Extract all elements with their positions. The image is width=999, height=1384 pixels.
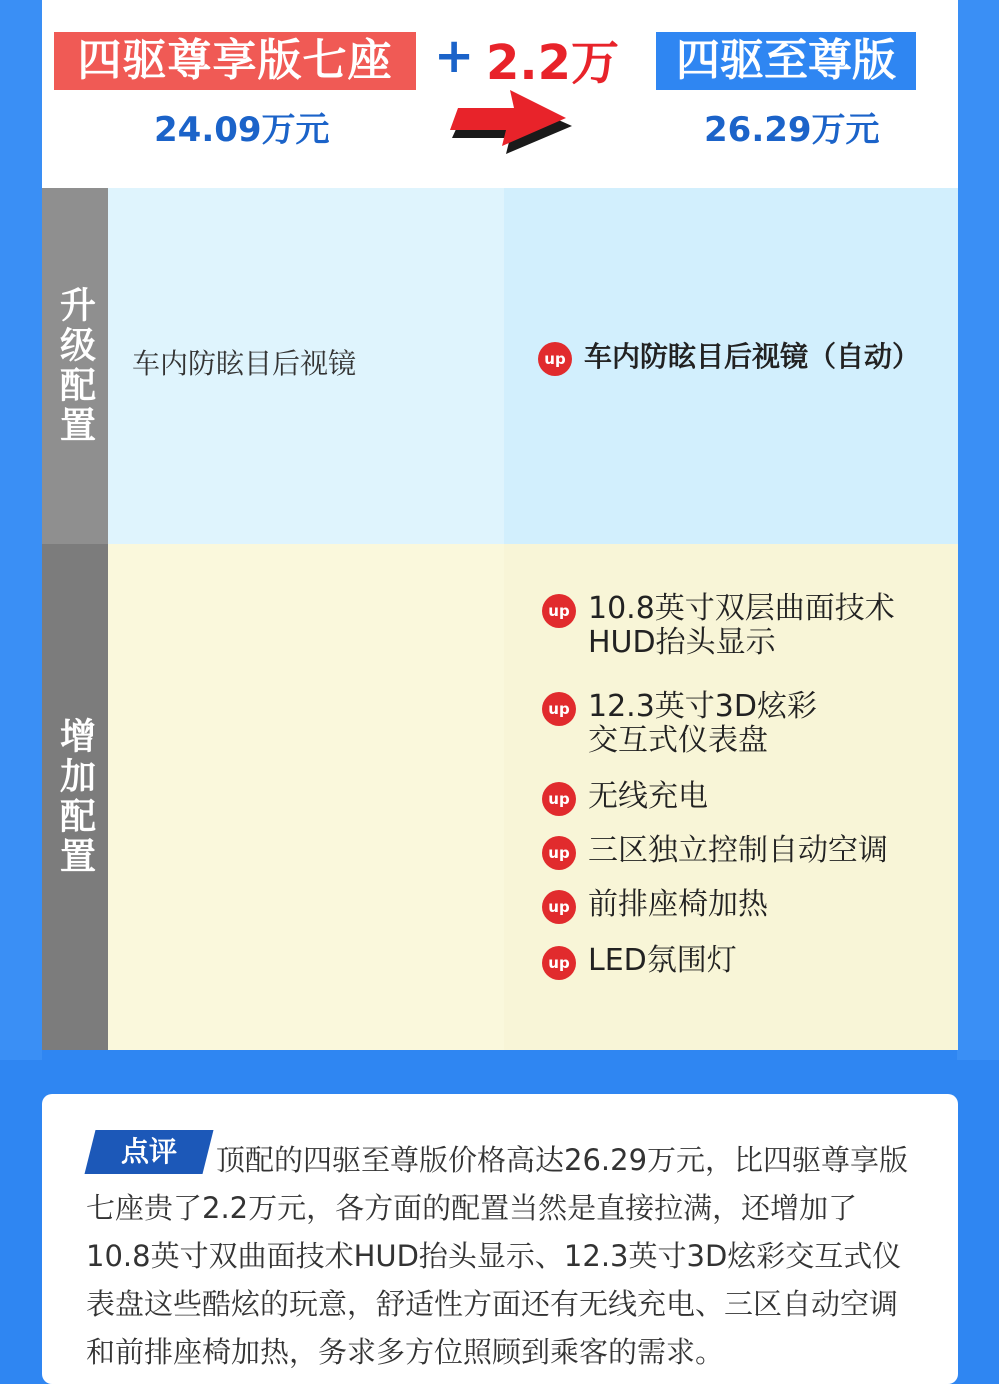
up-badge-icon: up (538, 342, 572, 376)
up-badge-icon: up (542, 594, 576, 628)
added-item-text: 无线充电 (588, 779, 708, 814)
added-item (542, 780, 708, 816)
added-item (542, 944, 737, 980)
comment-card (42, 1094, 958, 1384)
upgrade-item (538, 340, 920, 376)
upgrade-item-text: 车内防眩目后视镜（自动） (584, 340, 921, 373)
added-section-label: 增加配置 (42, 544, 108, 1050)
added-item (542, 888, 768, 924)
comparison-panel (42, 0, 958, 1050)
added-item (542, 690, 922, 758)
added-base-cell (108, 544, 504, 1050)
added-item (542, 592, 922, 660)
added-item-text: 三区独立控制自动空调 (588, 833, 888, 868)
from-trim-tag: 四驱尊享版七座 (54, 32, 416, 90)
to-trim-tag: 四驱至尊版 (656, 32, 916, 90)
added-item-text: 前排座椅加热 (588, 887, 768, 922)
up-badge-icon: up (542, 782, 576, 816)
background-stripe-left (0, 0, 42, 1060)
comment-tag-label: 点评 (120, 1135, 177, 1168)
up-badge-icon: up (542, 836, 576, 870)
added-item-text: LED氛围灯 (588, 943, 737, 978)
to-price: 26.29万元 (704, 110, 880, 150)
plus-sign: + (434, 28, 475, 84)
upgrade-top-cell (504, 188, 958, 544)
from-price: 24.09万元 (154, 110, 330, 150)
added-item (542, 834, 888, 870)
added-item-text: 12.3英寸3D炫彩交互式仪表盘 (588, 689, 817, 758)
arrow-right-icon (448, 82, 578, 160)
up-badge-icon: up (542, 890, 576, 924)
comment-text: 顶配的四驱至尊版价格高达26.29万元，比四驱尊享版七座贵了2.2万元，各方面的配置当然是直接拉满，还增加了10.8英寸双曲面技术HUD抬头显示、12.3英寸3D炫彩交互式仪表盘这些酷炫的玩意，舒适性方面还有无线充电、三区自动空调和前排座椅加热，务求多方位照顾到乘客的需求。 (86, 1143, 909, 1369)
upgrade-section-label: 升级配置 (42, 188, 108, 544)
upgrade-base-cell (108, 188, 504, 544)
base-mirror-item: 车内防眩目后视镜 (132, 347, 357, 380)
price-header (42, 0, 958, 188)
added-items-cell (504, 544, 958, 1050)
up-badge-icon: up (542, 692, 576, 726)
background-stripe-right (957, 0, 999, 1060)
up-badge-icon: up (542, 946, 576, 980)
added-item-text: 10.8英寸双层曲面技术HUD抬头显示 (588, 591, 895, 660)
price-difference: 2.2万 (486, 35, 620, 91)
